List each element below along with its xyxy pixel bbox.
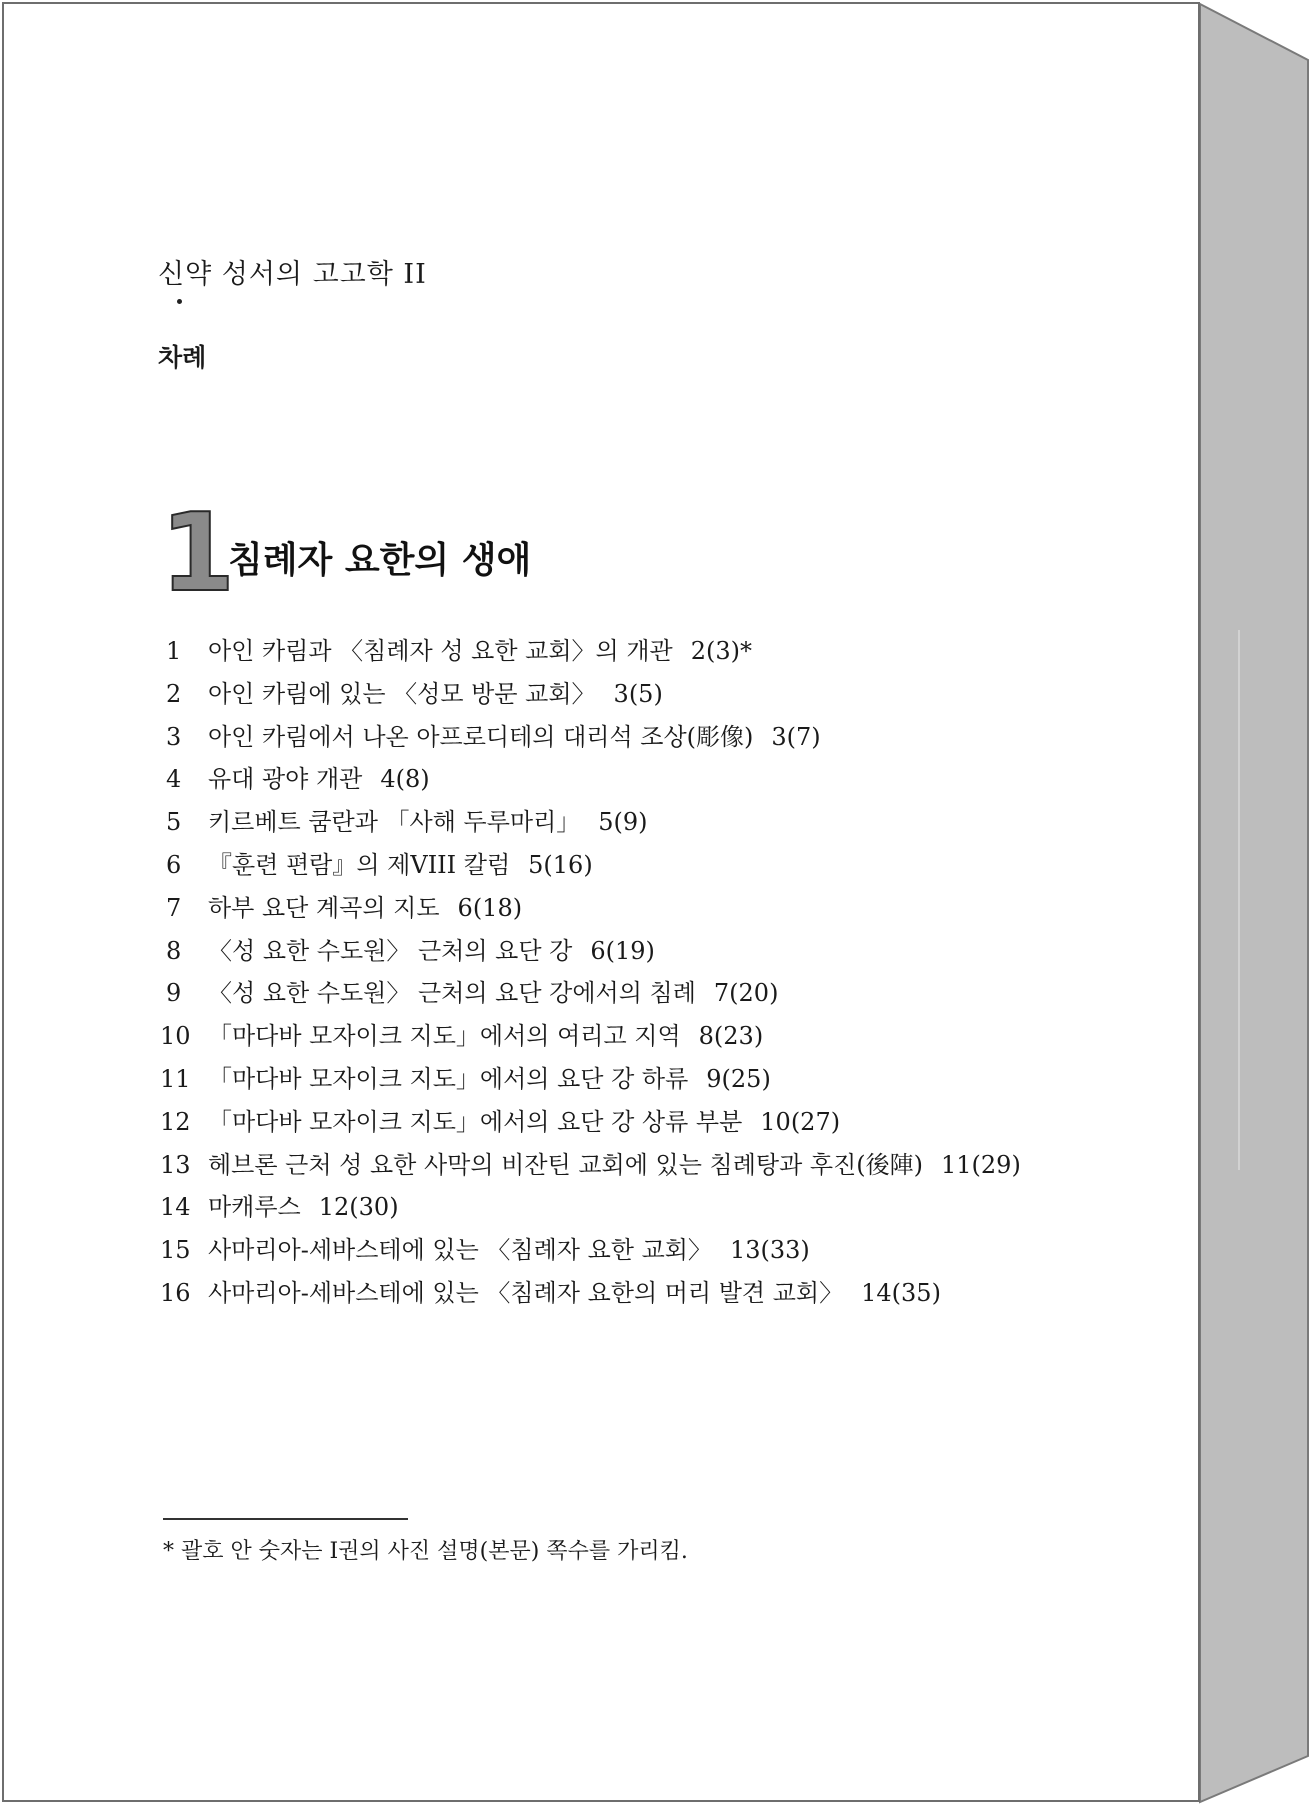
- toc-entry-page: 3(7): [771, 722, 821, 751]
- toc-entry-number: 13: [160, 1150, 191, 1179]
- toc-entry: [160, 1229, 1021, 1272]
- toc-entry-number: 5: [166, 808, 182, 837]
- toc-entry-number: 6: [166, 850, 182, 879]
- toc-entry-number: 7: [166, 893, 182, 922]
- toc-entry-page: 12(30): [318, 1193, 399, 1222]
- toc-entry-page: 14(35): [861, 1278, 941, 1307]
- toc-entry-title: 마캐루스: [208, 1193, 301, 1222]
- toc-entry: [160, 930, 1021, 973]
- toc-entry: [160, 673, 1021, 716]
- toc-entry-page: 5(9): [598, 808, 648, 837]
- toc-entry-number: 11: [160, 1064, 191, 1093]
- toc-entry-number: 14: [160, 1193, 191, 1222]
- toc-entry-page: 7(20): [713, 979, 779, 1008]
- toc-entry-page: 4(8): [380, 765, 430, 794]
- toc-entry-title: 키르베트 쿰란과 「사해 두루마리」: [208, 808, 581, 837]
- toc-entry-number: 12: [160, 1107, 191, 1136]
- toc-entry: [160, 1144, 1021, 1187]
- toc-entry-title: 하부 요단 계곡의 지도: [208, 893, 440, 922]
- toc-entry-page: 10(27): [760, 1107, 841, 1136]
- toc-entry-title: 〈성 요한 수도원〉 근처의 요단 강: [208, 936, 573, 965]
- toc-entry-title: 「마다바 모자이크 지도」에서의 여리고 지역: [208, 1022, 681, 1051]
- toc-entry-title: 아인 카림에 있는 〈성모 방문 교회〉: [208, 679, 596, 708]
- toc-entry-title: 〈성 요한 수도원〉 근처의 요단 강에서의 침례: [208, 979, 696, 1008]
- toc-entry: [160, 758, 1021, 801]
- toc-entry: [160, 801, 1021, 844]
- toc-entry: [160, 1101, 1021, 1144]
- toc-entry: [160, 1015, 1021, 1058]
- toc-entry-page: 8(23): [698, 1022, 764, 1051]
- toc-entry-page: 2(3)*: [690, 637, 752, 665]
- toc-entry-title: 사마리아-세바스테에 있는 〈침례자 요한 교회〉: [208, 1236, 712, 1265]
- toc-entry-number: 10: [160, 1022, 191, 1051]
- toc-entry-title: 「마다바 모자이크 지도」에서의 요단 강 상류 부분: [208, 1107, 743, 1136]
- toc-entry-page: 5(16): [528, 850, 593, 879]
- toc-entry: [160, 972, 1021, 1015]
- toc-entry-number: 9: [166, 979, 182, 1008]
- toc-entry-page: 6(19): [590, 936, 655, 965]
- toc-entry-title: 헤브론 근처 성 요한 사막의 비잔틴 교회에 있는 침례탕과 후진(後陣): [208, 1150, 923, 1179]
- toc-entry: [160, 1272, 1021, 1315]
- toc-entry: [160, 1186, 1021, 1229]
- toc-entry-page: 13(33): [729, 1236, 810, 1265]
- toc-entry: [160, 1058, 1021, 1101]
- toc-entry-title: 「마다바 모자이크 지도」에서의 요단 강 하류: [208, 1064, 689, 1093]
- toc-entry-page: 6(18): [457, 893, 523, 922]
- title-dot: [177, 299, 182, 304]
- chapter-title: 침례자 요한의 생애: [228, 540, 532, 581]
- toc-entry-title: 『훈련 편람』의 제VIII 칼럼: [208, 850, 511, 879]
- scan-artifact-line: [1238, 630, 1240, 1170]
- toc-entry-number: 3: [166, 722, 182, 751]
- footnote-divider: [163, 1518, 408, 1520]
- contents-label: 차례: [158, 343, 207, 372]
- toc-entry-number: 8: [166, 936, 182, 965]
- toc-entry: [160, 630, 1021, 673]
- toc-entry: [160, 887, 1021, 930]
- toc-entry: [160, 844, 1021, 887]
- toc-entry-title: 아인 카림에서 나온 아프로디테의 대리석 조상(彫像): [208, 722, 754, 751]
- toc-entry-page: 3(5): [613, 679, 663, 708]
- footnote: * 괄호 안 숫자는 I권의 사진 설명(본문) 쪽수를 가리킴.: [163, 1539, 688, 1564]
- toc-entry-page: 9(25): [706, 1064, 771, 1093]
- toc-entry-title: 사마리아-세바스테에 있는 〈침례자 요한의 머리 발견 교회〉: [208, 1278, 844, 1307]
- toc-entry-number: 2: [166, 679, 182, 708]
- toc-entry-number: 1: [166, 637, 182, 665]
- toc-entry-number: 4: [166, 765, 182, 794]
- book-title: 신약 성서의 고고학 II: [158, 259, 427, 290]
- toc-entry-title: 유대 광야 개관: [208, 765, 363, 794]
- toc-entry-page: 11(29): [941, 1150, 1021, 1179]
- table-of-contents: [160, 630, 1021, 1315]
- toc-entry: [160, 716, 1021, 759]
- toc-entry-number: 16: [160, 1278, 191, 1307]
- toc-entry-title: 아인 카림과 〈침례자 성 요한 교회〉의 개관: [208, 637, 673, 665]
- chapter-number: 1: [160, 491, 236, 616]
- toc-entry-number: 15: [160, 1236, 191, 1265]
